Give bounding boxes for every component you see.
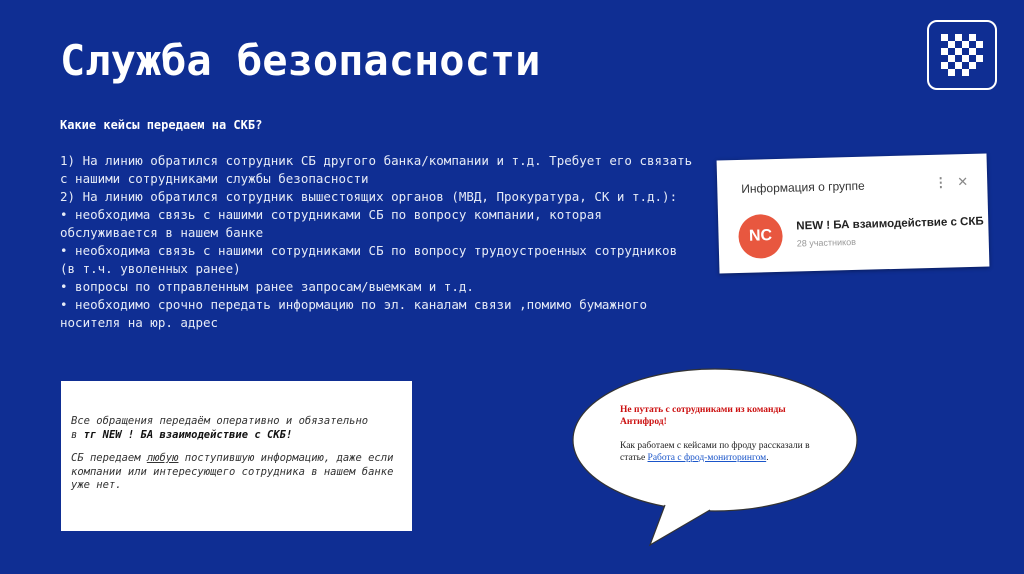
note-emphasis: любую bbox=[146, 452, 179, 464]
note-text: СБ передаем bbox=[71, 452, 147, 464]
body-line: 1) На линию обратился сотрудник СБ другого банка/компании и т.д. Требует его связать bbox=[60, 153, 693, 168]
body-line: • необходимо срочно передать информацию по эл. каналам связи ,помимо бумажного bbox=[60, 297, 647, 312]
note-text: поступившую информацию, даже если компании или интересующего сотрудника в нашем банке уже нет. bbox=[71, 452, 394, 491]
body-line: • вопросы по отправленным ранее запросам/выемкам и т.д. bbox=[60, 279, 474, 294]
body-line: • необходима связь с нашими сотрудниками СБ по вопросу компании, которая bbox=[60, 207, 602, 222]
body-line: 2) На линию обратился сотрудник вышестоящих органов (МВД, Прокуратура, СК и т.д.): bbox=[60, 189, 678, 204]
body-line: с нашими сотрудниками службы безопасности bbox=[60, 171, 369, 186]
body-text bbox=[60, 152, 710, 332]
note-text: Все обращения передаём оперативно и обязательно bbox=[71, 415, 369, 427]
group-name[interactable]: NEW ! БА взаимодействие с СКБ bbox=[796, 215, 984, 233]
group-member-count: 28 участников bbox=[796, 236, 857, 249]
group-avatar: NC bbox=[738, 214, 783, 259]
logo-mark-icon bbox=[941, 34, 983, 76]
body-line: • необходима связь с нашими сотрудниками СБ по вопросу трудоустроенных сотрудников bbox=[60, 243, 678, 258]
subheading: Какие кейсы передаем на СКБ? bbox=[60, 118, 263, 132]
close-icon[interactable]: ✕ bbox=[957, 173, 969, 190]
body-line: носителя на юр. адрес bbox=[60, 315, 219, 330]
group-info-card bbox=[717, 153, 990, 273]
note-paragraph-2 bbox=[71, 452, 402, 493]
brand-logo bbox=[927, 20, 997, 90]
bubble-body-text: Как работаем с кейсами по фроду рассказали в статье bbox=[620, 441, 810, 463]
body-line: (в т.ч. уволенных ранее) bbox=[60, 261, 241, 276]
more-options-icon[interactable]: ⋮ bbox=[934, 174, 948, 190]
bubble-body bbox=[620, 440, 810, 464]
bubble-text bbox=[620, 404, 810, 464]
note-text: в bbox=[71, 428, 84, 441]
group-info-header: Информация о группе bbox=[741, 178, 865, 196]
note-box bbox=[61, 381, 412, 531]
body-line: обслуживается в нашем банке bbox=[60, 225, 264, 240]
slide-title: Служба безопасности bbox=[60, 36, 541, 85]
note-group-name: тг NEW ! БА взаимодействие с СКБ! bbox=[83, 428, 293, 441]
article-link[interactable]: Работа с фрод-мониторингом bbox=[647, 453, 767, 463]
warning-text: Не путать с сотрудниками из команды Антифрод! bbox=[620, 405, 786, 427]
note-paragraph-1 bbox=[71, 415, 402, 442]
bubble-body-text: . bbox=[766, 453, 769, 463]
